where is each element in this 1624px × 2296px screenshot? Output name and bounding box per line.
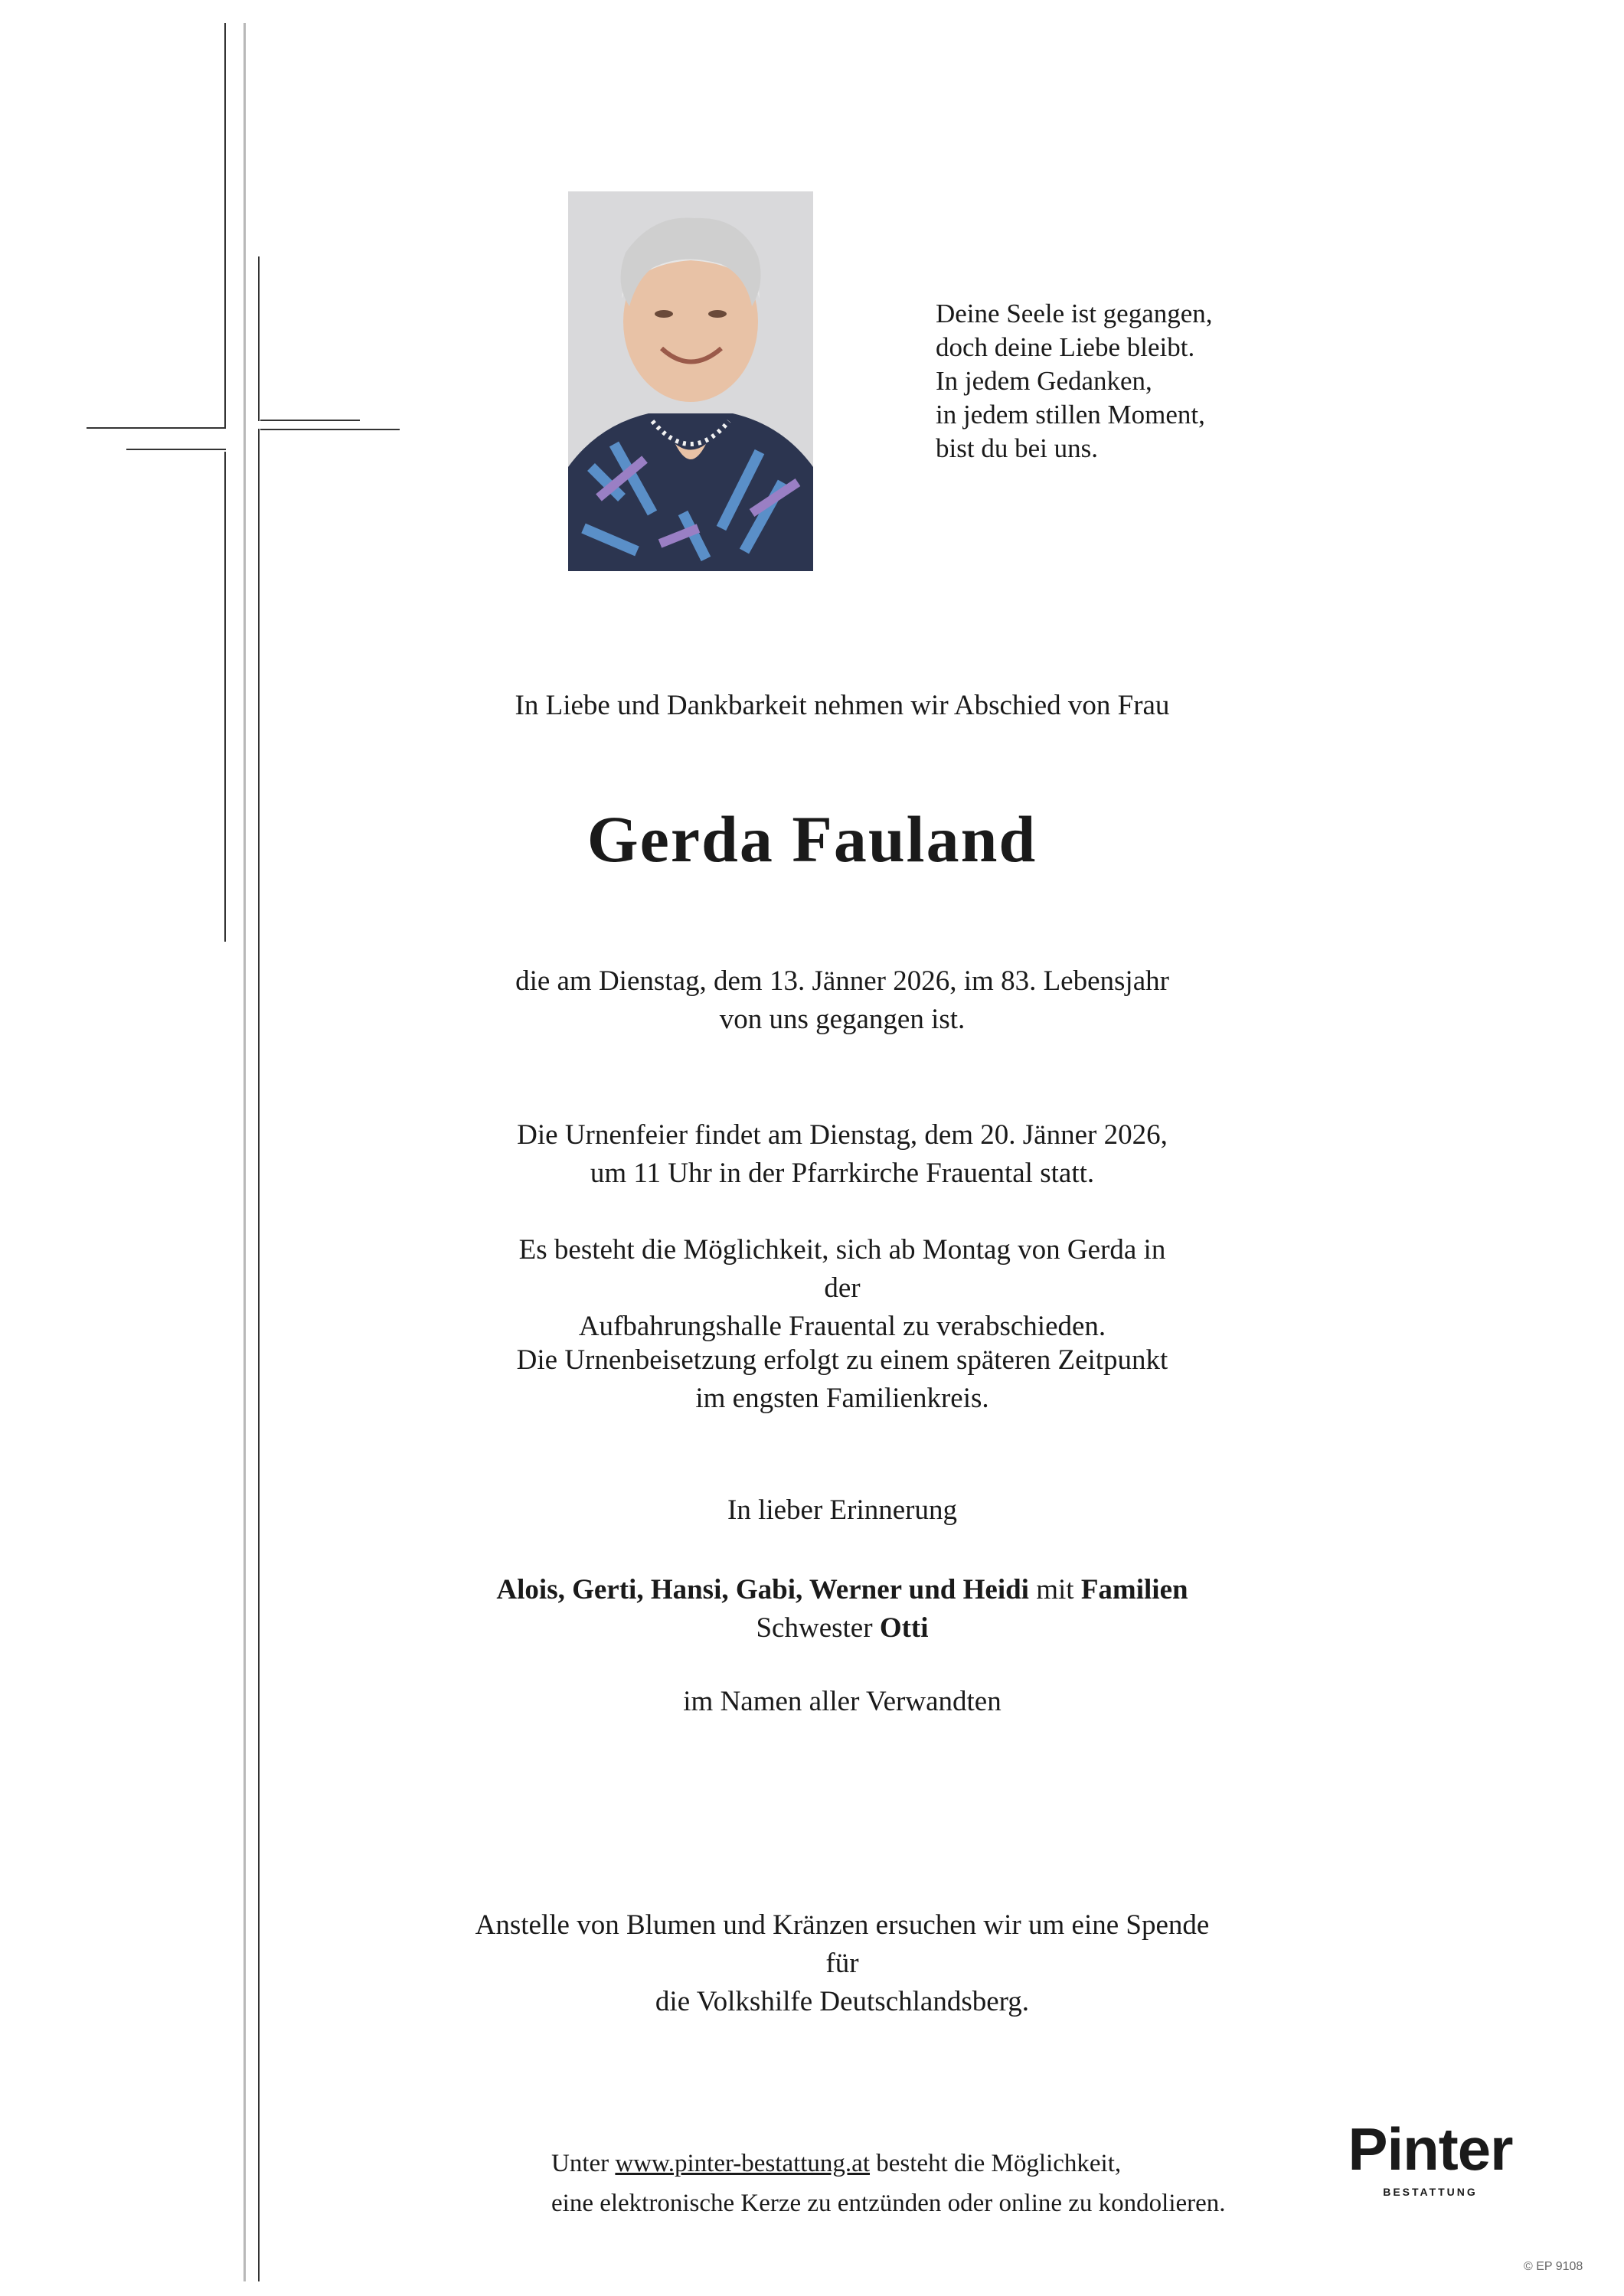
footer-text [551, 2144, 1226, 2223]
footer-suffix: besteht die Möglichkeit, [876, 2150, 1122, 2177]
poem-line: doch deine Liebe bleibt. [936, 332, 1195, 362]
footer-line [551, 2144, 1226, 2183]
mourner-names: Alois, Gerti, Hansi, Gabi, Werner und Heidi [496, 1574, 1029, 1605]
mourners [459, 1571, 1225, 1648]
memorial-poem [936, 297, 1213, 465]
farewell-line: Es besteht die Möglichkeit, sich ab Montag von Gerda in der [518, 1234, 1166, 1304]
logo-subtitle: BESTATTUNG [1383, 2186, 1478, 2198]
remembrance-text: In lieber Erinnerung [727, 1494, 957, 1526]
relatives-text: im Namen aller Verwandten [683, 1686, 1002, 1717]
farewell-info [505, 1231, 1179, 1346]
sister-line [459, 1609, 1225, 1648]
burial-line: Die Urnenbeisetzung erfolgt zu einem späteren Zeitpunkt [516, 1344, 1168, 1376]
footer-prefix: Unter [551, 2150, 609, 2177]
sister-label: Schwester [756, 1612, 873, 1644]
mourners-line [459, 1571, 1225, 1609]
burial-info [505, 1341, 1179, 1418]
website-link[interactable]: www.pinter-bestattung.at [615, 2150, 871, 2177]
logo-brand: Pinter [1348, 2115, 1513, 2183]
donation-request [459, 1906, 1225, 2021]
burial-line: im engsten Familienkreis. [695, 1383, 989, 1414]
death-notice-line: die am Dienstag, dem 13. Jänner 2026, im 83. Lebensjahr [515, 965, 1169, 997]
donation-line: die Volkshilfe Deutschlandsberg. [655, 1986, 1030, 2017]
ceremony-line: Die Urnenfeier findet am Dienstag, dem 20. Jänner 2026, [517, 1119, 1168, 1151]
mourner-with: mit [1036, 1574, 1074, 1605]
donation-line: Anstelle von Blumen und Kränzen ersuchen wir um eine Spende für [475, 1909, 1210, 1979]
ceremony-info [505, 1116, 1179, 1193]
poem-line: bist du bei uns. [936, 433, 1098, 463]
farewell-line: Aufbahrungshalle Frauental zu verabschieden. [578, 1311, 1106, 1342]
ceremony-line: um 11 Uhr in der Pfarrkirche Frauental statt. [590, 1158, 1095, 1189]
death-notice [505, 962, 1179, 1039]
poem-line: In jedem Gedanken, [936, 366, 1152, 396]
intro-text: In Liebe und Dankbarkeit nehmen wir Abschied von Frau [515, 690, 1170, 721]
poem-line: in jedem stillen Moment, [936, 400, 1205, 429]
death-notice-line: von uns gegangen ist. [719, 1004, 966, 1035]
mourner-families: Familien [1080, 1574, 1188, 1605]
document-code: © EP 9108 [1524, 2260, 1583, 2273]
footer-line: eine elektronische Kerze zu entzünden oder online zu kondolieren. [551, 2190, 1226, 2217]
portrait-photo [568, 191, 813, 571]
pinter-logo [1338, 2117, 1522, 2198]
poem-line: Deine Seele ist gegangen, [936, 299, 1213, 328]
sister-name: Otti [879, 1612, 929, 1644]
deceased-name: Gerda Fauland [587, 802, 1037, 876]
